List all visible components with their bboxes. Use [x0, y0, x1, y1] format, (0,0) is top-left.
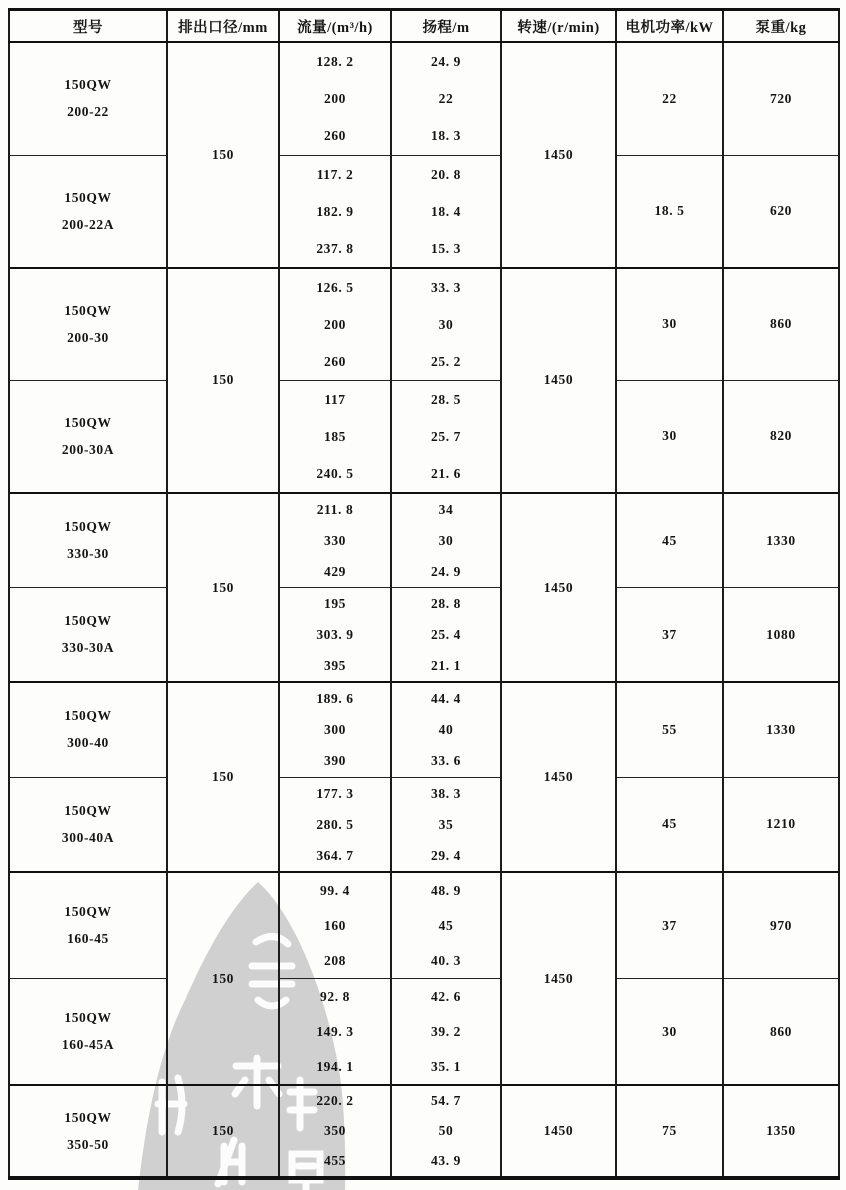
head-value: 24. 9	[431, 54, 461, 70]
weight-cell: 620	[723, 155, 839, 268]
model-cell	[9, 588, 167, 683]
flow-cell	[279, 979, 391, 1086]
diameter-cell: 150	[167, 42, 279, 268]
flow-value: 455	[323, 1153, 347, 1168]
model-size: 160-45A	[61, 1037, 115, 1052]
flow-cell	[279, 588, 391, 683]
head-value: 25. 7	[431, 428, 461, 444]
head-value: 34	[438, 502, 454, 517]
model-size: 160-45	[67, 931, 109, 946]
head-value: 45	[438, 918, 454, 933]
header-diameter: 排出口径/mm	[167, 10, 279, 43]
speed-cell: 1450	[501, 682, 616, 872]
flow-value: 220. 2	[316, 1093, 354, 1108]
model-cell	[9, 979, 167, 1086]
flow-value: 364. 7	[316, 847, 354, 863]
header-weight: 泵重/kg	[723, 10, 839, 43]
flow-value: 117	[324, 391, 346, 407]
head-value: 29. 4	[431, 847, 461, 863]
flow-value: 149. 3	[316, 1024, 354, 1039]
head-value: 25. 2	[431, 353, 461, 369]
diameter-cell: 150	[167, 1085, 279, 1178]
head-cell	[391, 155, 501, 268]
flow-value: 200	[323, 316, 347, 332]
model-cell	[9, 682, 167, 777]
power-cell: 37	[616, 872, 723, 979]
flow-value: 208	[323, 953, 347, 968]
head-value: 18. 3	[431, 128, 461, 144]
flow-value: 390	[323, 753, 347, 769]
table-row	[9, 268, 839, 381]
flow-cell	[279, 268, 391, 381]
head-value: 24. 9	[431, 564, 461, 579]
speed-cell: 1450	[501, 268, 616, 494]
header-model: 型号	[9, 10, 167, 43]
flow-value: 99. 4	[320, 883, 350, 898]
head-value: 21. 1	[431, 658, 461, 673]
model-size: 200-30A	[61, 441, 115, 457]
weight-cell: 820	[723, 380, 839, 493]
diameter-cell: 150	[167, 682, 279, 872]
weight-cell: 1350	[723, 1085, 839, 1178]
model-series: 150QW	[64, 613, 112, 628]
flow-value: 182. 9	[316, 203, 354, 219]
flow-value: 189. 6	[316, 691, 354, 707]
flow-value: 330	[323, 533, 347, 548]
head-value: 20. 8	[431, 166, 461, 182]
head-cell	[391, 872, 501, 979]
power-cell: 22	[616, 42, 723, 155]
power-cell: 30	[616, 380, 723, 493]
flow-value: 240. 5	[316, 465, 354, 481]
flow-value: 194. 1	[316, 1059, 354, 1074]
table-row	[9, 979, 839, 1086]
header-head: 扬程/m	[391, 10, 501, 43]
model-series: 150QW	[64, 802, 112, 818]
speed-cell: 1450	[501, 42, 616, 268]
model-size: 200-22	[67, 104, 109, 120]
head-cell	[391, 588, 501, 683]
head-value: 33. 6	[431, 753, 461, 769]
flow-cell	[279, 1085, 391, 1178]
power-cell: 45	[616, 493, 723, 588]
flow-value: 260	[323, 353, 347, 369]
head-cell	[391, 42, 501, 155]
flow-value: 429	[323, 564, 347, 579]
flow-value: 260	[323, 128, 347, 144]
model-series: 150QW	[64, 414, 112, 430]
header-speed: 转速/(r/min)	[501, 10, 616, 43]
model-cell	[9, 268, 167, 381]
table-row	[9, 872, 839, 979]
flow-cell	[279, 493, 391, 588]
flow-value: 280. 5	[316, 816, 354, 832]
model-series: 150QW	[64, 77, 112, 93]
diameter-cell: 150	[167, 872, 279, 1085]
table-row	[9, 1085, 839, 1178]
flow-value: 237. 8	[316, 240, 354, 256]
model-series: 150QW	[64, 708, 112, 724]
head-value: 35	[438, 816, 454, 832]
flow-cell	[279, 777, 391, 872]
head-value: 40	[438, 722, 454, 738]
model-size: 200-30	[67, 329, 109, 345]
flow-value: 92. 8	[320, 989, 350, 1004]
head-value: 39. 2	[431, 1024, 461, 1039]
table-row	[9, 493, 839, 588]
table-row	[9, 380, 839, 493]
table-row	[9, 588, 839, 683]
model-series: 150QW	[64, 302, 112, 318]
flow-value: 211. 8	[316, 502, 354, 517]
pump-spec-table	[8, 8, 840, 1180]
flow-value: 195	[323, 596, 347, 611]
head-cell	[391, 493, 501, 588]
table-row	[9, 777, 839, 872]
weight-cell: 1330	[723, 682, 839, 777]
model-size: 300-40	[67, 735, 109, 751]
head-value: 50	[438, 1123, 454, 1138]
flow-value: 128. 2	[316, 54, 354, 70]
head-cell	[391, 777, 501, 872]
model-series: 150QW	[64, 1010, 112, 1025]
speed-cell: 1450	[501, 493, 616, 682]
weight-cell: 1080	[723, 588, 839, 683]
flow-cell	[279, 380, 391, 493]
model-cell	[9, 42, 167, 155]
head-cell	[391, 380, 501, 493]
head-cell	[391, 1085, 501, 1178]
head-cell	[391, 682, 501, 777]
power-cell: 30	[616, 268, 723, 381]
head-value: 21. 6	[431, 465, 461, 481]
power-cell: 30	[616, 979, 723, 1086]
head-value: 28. 8	[431, 596, 461, 611]
head-value: 18. 4	[431, 203, 461, 219]
head-value: 28. 5	[431, 391, 461, 407]
weight-cell: 720	[723, 42, 839, 155]
head-value: 40. 3	[431, 953, 461, 968]
model-cell	[9, 493, 167, 588]
power-cell: 45	[616, 777, 723, 872]
speed-cell: 1450	[501, 1085, 616, 1178]
flow-value: 303. 9	[316, 627, 354, 642]
head-value: 44. 4	[431, 691, 461, 707]
head-value: 30	[438, 316, 454, 332]
table-row	[9, 155, 839, 268]
header-row	[9, 10, 839, 43]
model-cell	[9, 1085, 167, 1178]
speed-cell: 1450	[501, 872, 616, 1085]
model-size: 330-30A	[61, 640, 115, 655]
head-value: 48. 9	[431, 883, 461, 898]
head-value: 33. 3	[431, 279, 461, 295]
table-row	[9, 682, 839, 777]
model-cell	[9, 872, 167, 979]
flow-value: 395	[323, 658, 347, 673]
head-value: 42. 6	[431, 989, 461, 1004]
flow-value: 177. 3	[316, 785, 354, 801]
flow-cell	[279, 872, 391, 979]
power-cell: 55	[616, 682, 723, 777]
power-cell: 75	[616, 1085, 723, 1178]
head-value: 38. 3	[431, 785, 461, 801]
model-cell	[9, 380, 167, 493]
model-size: 330-30	[67, 546, 109, 561]
head-value: 22	[438, 91, 454, 107]
header-flow: 流量/(m³/h)	[279, 10, 391, 43]
flow-value: 300	[323, 722, 347, 738]
header-power: 电机功率/kW	[616, 10, 723, 43]
diameter-cell: 150	[167, 493, 279, 682]
flow-value: 350	[323, 1123, 347, 1138]
model-cell	[9, 155, 167, 268]
head-value: 15. 3	[431, 240, 461, 256]
weight-cell: 970	[723, 872, 839, 979]
weight-cell: 1330	[723, 493, 839, 588]
flow-value: 160	[323, 918, 347, 933]
flow-cell	[279, 682, 391, 777]
weight-cell: 1210	[723, 777, 839, 872]
flow-value: 185	[323, 428, 347, 444]
head-value: 30	[438, 533, 454, 548]
head-value: 25. 4	[431, 627, 461, 642]
weight-cell: 860	[723, 268, 839, 381]
head-value: 54. 7	[431, 1093, 461, 1108]
model-series: 150QW	[64, 1109, 112, 1125]
flow-cell	[279, 42, 391, 155]
weight-cell: 860	[723, 979, 839, 1086]
head-cell	[391, 979, 501, 1086]
model-series: 150QW	[64, 904, 112, 919]
flow-value: 200	[323, 91, 347, 107]
model-series: 150QW	[64, 189, 112, 205]
model-size: 200-22A	[61, 216, 115, 232]
flow-value: 117. 2	[316, 166, 354, 182]
model-size: 350-50	[67, 1136, 109, 1152]
model-size: 300-40A	[61, 829, 115, 845]
table-row	[9, 42, 839, 155]
flow-value: 126. 5	[316, 279, 354, 295]
power-cell: 37	[616, 588, 723, 683]
power-cell: 18. 5	[616, 155, 723, 268]
head-value: 35. 1	[431, 1059, 461, 1074]
head-cell	[391, 268, 501, 381]
model-cell	[9, 777, 167, 872]
model-series: 150QW	[64, 519, 112, 534]
diameter-cell: 150	[167, 268, 279, 494]
flow-cell	[279, 155, 391, 268]
head-value: 43. 9	[431, 1153, 461, 1168]
